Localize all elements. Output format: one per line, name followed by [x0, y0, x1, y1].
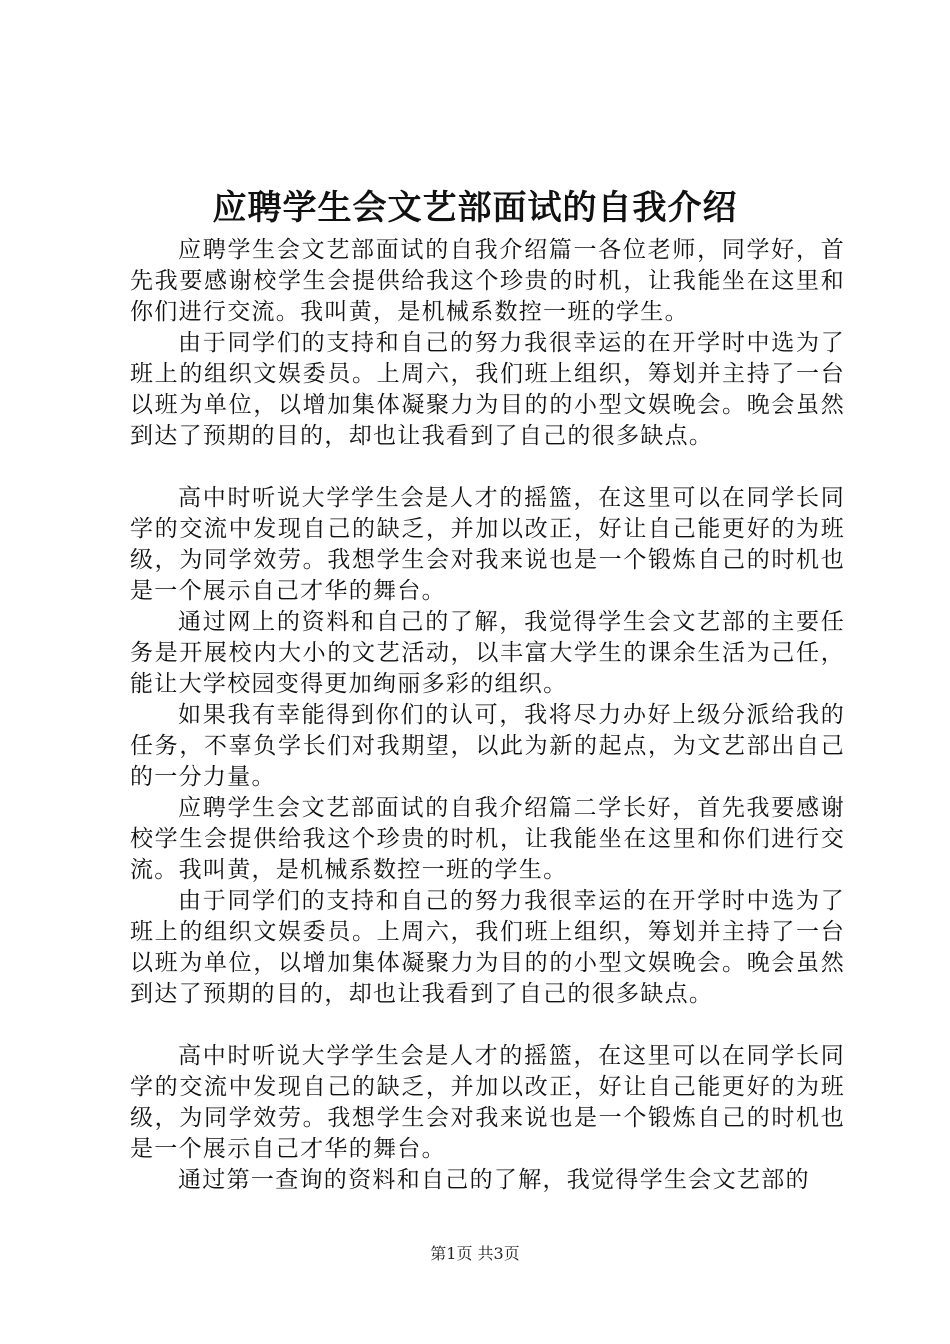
- document-title: 应聘学生会文艺部面试的自我介绍: [212, 188, 738, 228]
- page-number-footer: 第1页 共3页: [430, 1244, 520, 1263]
- paragraph-gap: [130, 452, 845, 483]
- document-body: [130, 235, 845, 1196]
- paragraph: 应聘学生会文艺部面试的自我介绍篇一各位老师，同学好，首先我要感谢校学生会提供给我这个珍贵的时机，让我能坐在这里和你们进行交流。我叫黄，是机械系数控一班的学生。: [130, 237, 845, 325]
- paragraph: 高中时听说大学学生会是人才的摇篮，在这里可以在同学长同学的交流中发现自己的缺乏，并加以改正，好让自己能更好的为班级，为同学效劳。我想学生会对我来说也是一个锻炼自己的时机也是一个展示自己才华的舞台。: [130, 1043, 845, 1162]
- paragraph: 高中时听说大学学生会是人才的摇篮，在这里可以在同学长同学的交流中发现自己的缺乏，并加以改正，好让自己能更好的为班级，为同学效劳。我想学生会对我来说也是一个锻炼自己的时机也是一个展示自己才华的舞台。: [130, 485, 845, 604]
- paragraph: 由于同学们的支持和自己的努力我很幸运的在开学时中选为了班上的组织文娱委员。上周六，我们班上组织，筹划并主持了一台以班为单位，以增加集体凝聚力为目的的小型文娱晚会。晚会虽然到达了预期的目的，却也让我看到了自己的很多缺点。: [130, 888, 845, 1007]
- paragraph: 通过第一查询的资料和自己的了解，我觉得学生会文艺部的: [178, 1167, 810, 1193]
- paragraph: 如果我有幸能得到你们的认可，我将尽力办好上级分派给我的任务，不辜负学长们对我期望，以此为新的起点，为文艺部出自己的一分力量。: [130, 702, 845, 790]
- paragraph: 应聘学生会文艺部面试的自我介绍篇二学长好，首先我要感谢校学生会提供给我这个珍贵的时机，让我能坐在这里和你们进行交流。我叫黄，是机械系数控一班的学生。: [130, 795, 845, 883]
- paragraph: 由于同学们的支持和自己的努力我很幸运的在开学时中选为了班上的组织文娱委员。上周六，我们班上组织，筹划并主持了一台以班为单位，以增加集体凝聚力为目的的小型文娱晚会。晚会虽然到达了预期的目的，却也让我看到了自己的很多缺点。: [130, 330, 845, 449]
- paragraph-gap: [130, 1010, 845, 1041]
- paragraph: 通过网上的资料和自己的了解，我觉得学生会文艺部的主要任务是开展校内大小的文艺活动，以丰富大学生的课余生活为己任，能让大学校园变得更加绚丽多彩的组织。: [130, 609, 845, 697]
